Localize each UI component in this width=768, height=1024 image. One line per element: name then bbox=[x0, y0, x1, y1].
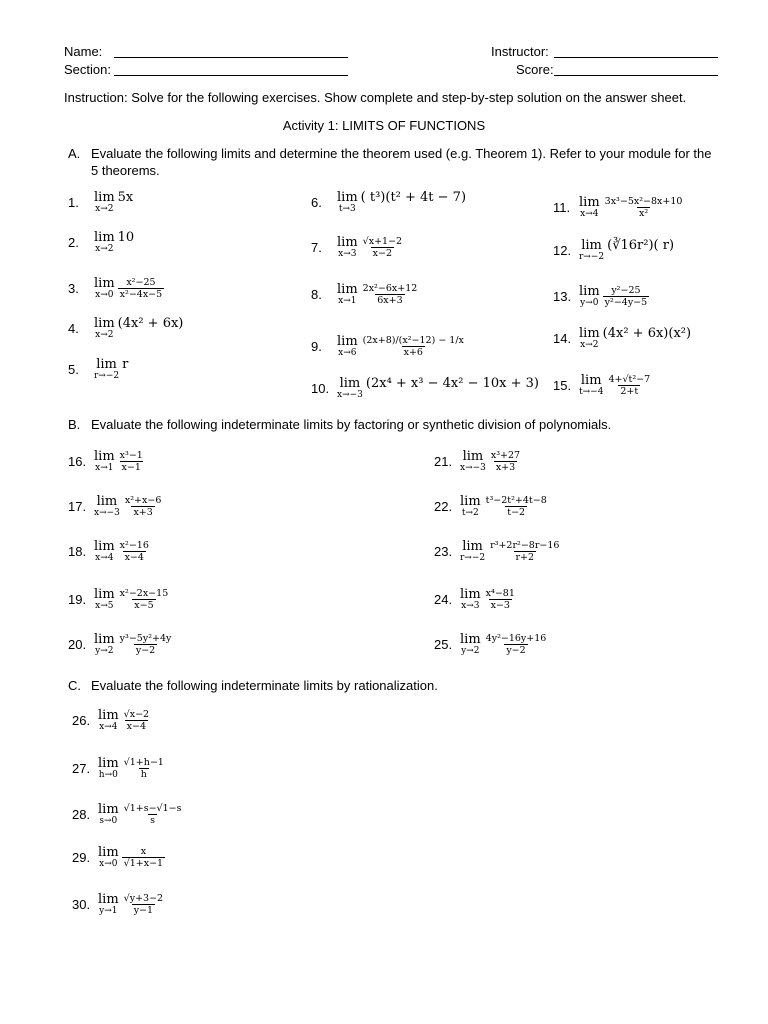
limit-fraction bbox=[118, 450, 145, 473]
exercise-item bbox=[68, 191, 133, 214]
exercise-item bbox=[311, 191, 466, 214]
exercise-item bbox=[553, 285, 649, 308]
limit-operator bbox=[94, 588, 115, 611]
exercise-number: 7. bbox=[311, 240, 322, 255]
exercise-number: 30. bbox=[72, 897, 91, 912]
fraction-numerator: x³+27 bbox=[490, 450, 521, 461]
fraction-numerator: 2x²−6x+12 bbox=[362, 283, 418, 294]
limit-subscript: x→4 bbox=[99, 722, 118, 732]
fraction-numerator: r³+2r²−8r−16 bbox=[490, 540, 560, 551]
limit-operator bbox=[94, 277, 115, 300]
fraction-denominator: x² bbox=[638, 208, 649, 219]
limit-word: lim bbox=[98, 845, 119, 860]
limit-subscript: y→0 bbox=[580, 298, 599, 308]
limit-operator bbox=[579, 374, 603, 397]
limit-subscript: x→−3 bbox=[460, 463, 486, 473]
fraction-numerator: x²−2x−15 bbox=[119, 588, 169, 599]
limit-operator bbox=[94, 317, 115, 340]
limit-operator bbox=[579, 239, 604, 262]
fraction-denominator: x²−4x−5 bbox=[119, 289, 163, 300]
fraction-numerator: √1+h−1 bbox=[123, 757, 164, 768]
limit-subscript: x→4 bbox=[580, 209, 599, 219]
limit-word: lim bbox=[94, 632, 115, 647]
score-field[interactable] bbox=[554, 64, 718, 76]
limit-word: lim bbox=[580, 373, 602, 388]
exercise-number: 19. bbox=[68, 592, 87, 607]
limit-fraction bbox=[122, 893, 165, 916]
section-c-instruction: Evaluate the following indeterminate limits by rationalization. bbox=[91, 678, 438, 693]
limit-fraction bbox=[122, 709, 151, 732]
limit-operator bbox=[94, 191, 115, 214]
limit-operator bbox=[94, 540, 115, 563]
limit-fraction bbox=[603, 285, 650, 308]
fraction-denominator: x−4 bbox=[126, 721, 147, 732]
fraction-denominator: y−2 bbox=[506, 645, 526, 656]
fraction-denominator: x−5 bbox=[134, 600, 154, 611]
limit-word: lim bbox=[462, 449, 484, 464]
section-a-instruction-1: Evaluate the following limits and determine the theorem used (e.g. Theorem 1). Refer to your module for the bbox=[91, 146, 712, 161]
limit-fraction bbox=[118, 588, 171, 611]
limit-operator bbox=[579, 285, 600, 308]
section-b-instruction: Evaluate the following indeterminate limits by factoring or synthetic division of polynomials. bbox=[91, 417, 612, 432]
fraction-denominator: x+3 bbox=[495, 462, 516, 473]
exercise-item bbox=[68, 450, 145, 473]
limit-operator bbox=[98, 709, 119, 732]
exercise-item bbox=[72, 846, 165, 869]
limit-word: lim bbox=[94, 230, 115, 245]
exercise-item bbox=[311, 236, 404, 259]
exercise-number: 17. bbox=[68, 499, 87, 514]
limit-word: lim bbox=[94, 587, 115, 602]
limit-word: lim bbox=[460, 632, 481, 647]
limit-subscript: x→1 bbox=[338, 296, 357, 306]
score-label: Score: bbox=[516, 62, 554, 77]
exercise-number: 25. bbox=[434, 637, 453, 652]
exercise-number: 27. bbox=[72, 761, 91, 776]
limit-fraction bbox=[122, 846, 165, 869]
exercise-number: 13. bbox=[553, 289, 572, 304]
fraction-denominator: x−4 bbox=[124, 552, 144, 563]
limit-word: lim bbox=[98, 756, 119, 771]
limit-fraction bbox=[123, 495, 164, 518]
section-b-letter: B. bbox=[68, 417, 81, 432]
exercise-item bbox=[434, 588, 517, 611]
fraction-denominator: 2+t bbox=[620, 386, 639, 397]
limit-subscript: h→0 bbox=[98, 770, 118, 780]
limit-operator bbox=[460, 495, 481, 518]
limit-word: lim bbox=[94, 316, 115, 331]
instruction-text: Instruction: Solve for the following exercises. Show complete and step-by-step solution on the answer sheet. bbox=[64, 90, 687, 105]
limit-word: lim bbox=[94, 276, 115, 291]
exercise-item bbox=[72, 893, 165, 916]
limit-fraction bbox=[488, 540, 561, 563]
limit-word: lim bbox=[98, 708, 119, 723]
limit-operator bbox=[460, 633, 481, 656]
fraction-numerator: 4+√t²−7 bbox=[608, 374, 651, 385]
limit-subscript: r→−2 bbox=[94, 371, 120, 381]
limit-subscript: t→2 bbox=[461, 508, 479, 518]
limit-word: lim bbox=[96, 357, 117, 372]
name-label: Name: bbox=[64, 44, 103, 59]
exercise-item bbox=[68, 358, 128, 381]
exercise-number: 16. bbox=[68, 454, 87, 469]
limit-fraction bbox=[361, 236, 404, 259]
fraction-numerator: (2x+8)/(x²−12) − 1/x bbox=[362, 335, 464, 346]
fraction-denominator: x+6 bbox=[403, 347, 423, 358]
limit-subscript: x→1 bbox=[95, 463, 114, 473]
fraction-denominator: h bbox=[140, 769, 147, 780]
exercise-number: 5. bbox=[68, 362, 79, 377]
exercise-number: 8. bbox=[311, 287, 322, 302]
instructor-field[interactable] bbox=[554, 46, 718, 58]
exercise-item bbox=[553, 196, 684, 219]
limit-operator bbox=[94, 358, 119, 381]
exercise-item bbox=[68, 495, 163, 518]
section-c-letter: C. bbox=[68, 678, 81, 693]
limit-fraction bbox=[484, 588, 517, 611]
limit-subscript: x→3 bbox=[461, 601, 480, 611]
limit-word: lim bbox=[94, 190, 115, 205]
limit-word: lim bbox=[460, 494, 481, 509]
exercise-number: 21. bbox=[434, 454, 453, 469]
exercise-number: 24. bbox=[434, 592, 453, 607]
limit-fraction bbox=[122, 803, 184, 826]
limit-fraction bbox=[606, 374, 652, 397]
limit-word: lim bbox=[94, 539, 115, 554]
limit-expression: (4x² + 6x)(x²) bbox=[602, 326, 692, 341]
exercise-item bbox=[68, 540, 151, 563]
limit-expression: 5x bbox=[117, 190, 134, 205]
limit-subscript: s→0 bbox=[99, 816, 118, 826]
limit-word: lim bbox=[579, 326, 600, 341]
limit-operator bbox=[98, 893, 119, 916]
fraction-numerator: x²−25 bbox=[126, 277, 156, 288]
limit-subscript: r→−2 bbox=[579, 252, 605, 262]
fraction-denominator: y²−4y−5 bbox=[604, 297, 648, 308]
limit-subscript: r→−2 bbox=[460, 553, 486, 563]
limit-subscript: x→−3 bbox=[94, 508, 120, 518]
limit-subscript: x→2 bbox=[95, 204, 114, 214]
limit-expression: (4x² + 6x) bbox=[117, 316, 184, 331]
fraction-numerator: t³−2t²+4t−8 bbox=[485, 495, 547, 506]
exercise-number: 10. bbox=[311, 381, 330, 396]
fraction-denominator: √1+x−1 bbox=[123, 858, 164, 869]
fraction-denominator: 6x+3 bbox=[377, 295, 403, 306]
exercise-number: 2. bbox=[68, 235, 79, 250]
exercise-item bbox=[72, 803, 183, 826]
limit-operator bbox=[460, 588, 481, 611]
fraction-numerator: x⁴−81 bbox=[485, 588, 515, 599]
exercise-item bbox=[311, 283, 419, 306]
limit-subscript: x→3 bbox=[338, 249, 357, 259]
fraction-numerator: x bbox=[140, 846, 147, 857]
limit-word: lim bbox=[462, 539, 483, 554]
limit-operator bbox=[337, 191, 358, 214]
exercise-item bbox=[311, 377, 539, 400]
section-a-instruction-2: 5 theorems. bbox=[91, 163, 160, 178]
exercise-number: 4. bbox=[68, 321, 79, 336]
exercise-number: 20. bbox=[68, 637, 87, 652]
fraction-denominator: x−3 bbox=[490, 600, 510, 611]
limit-word: lim bbox=[581, 238, 602, 253]
limit-operator bbox=[98, 846, 119, 869]
limit-subscript: x→4 bbox=[95, 553, 114, 563]
limit-fraction bbox=[118, 540, 151, 563]
limit-operator bbox=[98, 757, 119, 780]
limit-word: lim bbox=[337, 334, 358, 349]
limit-operator bbox=[579, 327, 600, 350]
fraction-numerator: x²−16 bbox=[119, 540, 149, 551]
exercise-number: 15. bbox=[553, 378, 572, 393]
exercise-number: 29. bbox=[72, 850, 91, 865]
limit-fraction bbox=[484, 495, 549, 518]
limit-word: lim bbox=[579, 195, 600, 210]
exercise-number: 14. bbox=[553, 331, 572, 346]
limit-operator bbox=[337, 236, 358, 259]
exercise-item bbox=[434, 633, 548, 656]
exercise-item bbox=[434, 450, 522, 473]
fraction-denominator: y−2 bbox=[135, 645, 156, 656]
limit-operator bbox=[94, 231, 115, 254]
limit-operator bbox=[94, 450, 115, 473]
fraction-numerator: y³−5y²+4y bbox=[119, 633, 172, 644]
fraction-denominator: x−1 bbox=[121, 462, 141, 473]
exercise-item bbox=[311, 335, 466, 358]
limit-subscript: t→−4 bbox=[579, 387, 604, 397]
fraction-numerator: x³−1 bbox=[119, 450, 143, 461]
fraction-numerator: √y+3−2 bbox=[123, 893, 164, 904]
fraction-numerator: √x−2 bbox=[123, 709, 150, 720]
exercise-item bbox=[68, 277, 164, 300]
limit-fraction bbox=[484, 633, 549, 656]
exercise-number: 9. bbox=[311, 339, 322, 354]
limit-word: lim bbox=[96, 494, 118, 509]
limit-word: lim bbox=[337, 235, 358, 250]
exercise-number: 26. bbox=[72, 713, 91, 728]
limit-subscript: y→2 bbox=[461, 646, 480, 656]
section-a-letter: A. bbox=[68, 146, 81, 161]
limit-word: lim bbox=[339, 376, 361, 391]
exercise-item bbox=[68, 633, 173, 656]
exercise-item bbox=[553, 374, 652, 397]
limit-subscript: x→2 bbox=[95, 330, 114, 340]
exercise-item bbox=[72, 757, 166, 780]
exercise-item bbox=[434, 540, 561, 563]
fraction-denominator: x+3 bbox=[133, 507, 153, 518]
limit-fraction bbox=[118, 633, 174, 656]
exercise-number: 23. bbox=[434, 544, 453, 559]
limit-fraction bbox=[489, 450, 522, 473]
exercise-item bbox=[553, 239, 674, 262]
limit-fraction bbox=[122, 757, 166, 780]
limit-operator bbox=[94, 633, 115, 656]
fraction-numerator: x²+x−6 bbox=[124, 495, 162, 506]
limit-operator bbox=[94, 495, 120, 518]
limit-fraction bbox=[361, 283, 420, 306]
limit-word: lim bbox=[98, 802, 119, 817]
limit-operator bbox=[337, 283, 358, 306]
exercise-item bbox=[553, 327, 691, 350]
limit-fraction bbox=[118, 277, 165, 300]
exercise-number: 12. bbox=[553, 243, 572, 258]
limit-subscript: y→1 bbox=[99, 906, 118, 916]
limit-subscript: x→0 bbox=[95, 290, 114, 300]
limit-expression: r bbox=[122, 357, 129, 372]
limit-expression: (2x⁴ + x³ − 4x² − 10x + 3) bbox=[365, 376, 539, 391]
fraction-numerator: √1+s−√1−s bbox=[123, 803, 182, 814]
limit-operator bbox=[460, 540, 485, 563]
limit-word: lim bbox=[337, 282, 358, 297]
fraction-numerator: √x+1−2 bbox=[362, 236, 403, 247]
fraction-numerator: 4y²−16y+16 bbox=[485, 633, 547, 644]
limit-word: lim bbox=[337, 190, 358, 205]
limit-subscript: t→3 bbox=[338, 204, 356, 214]
limit-fraction bbox=[361, 335, 466, 358]
exercise-number: 22. bbox=[434, 499, 453, 514]
limit-expression: ( t³)(t² + 4t − 7) bbox=[360, 190, 467, 205]
exercise-item bbox=[68, 588, 170, 611]
section-field[interactable] bbox=[114, 64, 348, 76]
exercise-number: 6. bbox=[311, 195, 322, 210]
limit-expression: (∛16r²)( r) bbox=[607, 238, 675, 253]
fraction-denominator: x−2 bbox=[372, 248, 393, 259]
exercise-item bbox=[72, 709, 151, 732]
exercise-number: 1. bbox=[68, 195, 79, 210]
limit-word: lim bbox=[460, 587, 481, 602]
limit-fraction bbox=[603, 196, 685, 219]
exercise-number: 11. bbox=[553, 200, 571, 215]
limit-subscript: x→6 bbox=[338, 348, 357, 358]
limit-subscript: x→0 bbox=[99, 859, 118, 869]
limit-subscript: x→2 bbox=[580, 340, 599, 350]
name-field[interactable] bbox=[114, 46, 348, 58]
limit-operator bbox=[460, 450, 486, 473]
limit-expression: 10 bbox=[117, 230, 135, 245]
limit-subscript: x→−3 bbox=[337, 390, 363, 400]
exercise-item bbox=[68, 231, 134, 254]
fraction-denominator: t−2 bbox=[507, 507, 526, 518]
fraction-numerator: 3x³−5x²−8x+10 bbox=[604, 196, 683, 207]
limit-subscript: x→5 bbox=[95, 601, 114, 611]
limit-operator bbox=[579, 196, 600, 219]
limit-subscript: y→2 bbox=[95, 646, 114, 656]
limit-operator bbox=[337, 335, 358, 358]
limit-operator bbox=[98, 803, 119, 826]
limit-word: lim bbox=[579, 284, 600, 299]
limit-subscript: x→2 bbox=[95, 244, 114, 254]
fraction-denominator: s bbox=[150, 815, 156, 826]
section-label: Section: bbox=[64, 62, 111, 77]
exercise-item bbox=[68, 317, 183, 340]
limit-word: lim bbox=[94, 449, 115, 464]
exercise-item bbox=[434, 495, 549, 518]
exercise-number: 3. bbox=[68, 281, 79, 296]
fraction-denominator: r+2 bbox=[515, 552, 535, 563]
exercise-number: 18. bbox=[68, 544, 87, 559]
fraction-numerator: y²−25 bbox=[611, 285, 641, 296]
activity-title: Activity 1: LIMITS OF FUNCTIONS bbox=[282, 118, 486, 133]
limit-word: lim bbox=[98, 892, 119, 907]
limit-operator bbox=[337, 377, 363, 400]
instructor-label: Instructor: bbox=[491, 44, 549, 59]
fraction-denominator: y−1 bbox=[133, 905, 154, 916]
exercise-number: 28. bbox=[72, 807, 91, 822]
